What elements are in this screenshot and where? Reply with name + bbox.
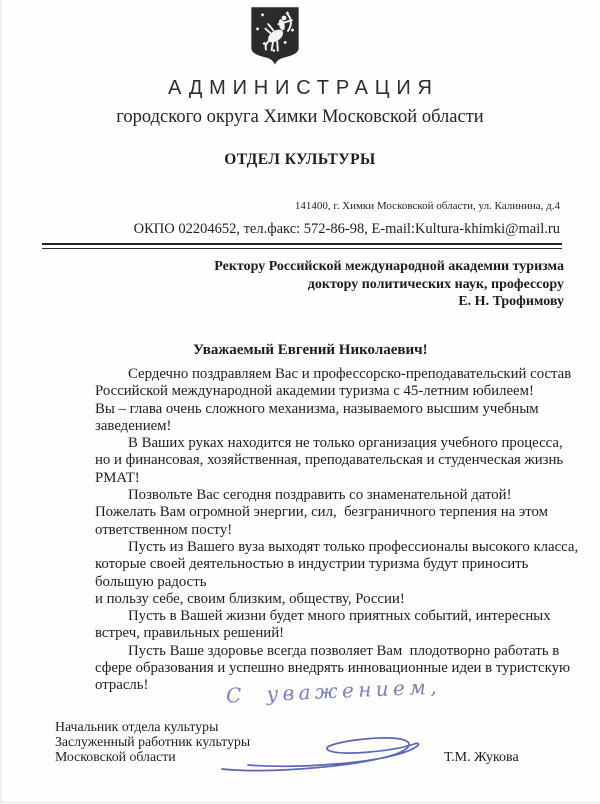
body-line: которые своей деятельностью в индустрии туризма будут приносить: [95, 556, 529, 573]
body-line: ответственном посту!: [95, 521, 233, 538]
letterhead-divider-rule: [42, 243, 562, 249]
signer-position-line: Заслуженный работник культуры: [55, 734, 251, 750]
body-line: Пожелать Вам огромной энергии, сил, безграничного терпения на этом: [95, 504, 548, 521]
department-title: ОТДЕЛ КУЛЬТУРЫ: [224, 151, 376, 168]
body-line: Вы – глава очень сложного механизма, называемого высшим учебным: [95, 400, 539, 417]
body-line: РМАТ!: [95, 469, 140, 486]
letter-body: [95, 366, 579, 695]
contacts-line: ОКПО 02204652, тел.факс: 572-86-98, E-mail:Kultura-khimki@mail.ru: [133, 221, 560, 237]
signer-name: Т.М. Жукова: [444, 750, 519, 765]
body-line: Российской международной академии туризма с 45-летним юбилеем!: [95, 383, 534, 400]
signer-position-line: Начальник отдела культуры: [55, 719, 219, 734]
recipient-block: [214, 258, 564, 311]
handwritten-signature-icon: [218, 731, 428, 773]
body-line: Позвольте Вас сегодня поздравить со знаменательной датой!: [128, 487, 512, 504]
salutation: Уважаемый Евгений Николаевич!: [193, 342, 428, 358]
body-line: Пусть из Вашего вуза выходят только профессионалы высокого класса,: [128, 538, 579, 555]
administration-title: АДМИНИСТРАЦИЯ: [168, 77, 439, 99]
signer-position-line: Московской области: [55, 749, 176, 765]
body-line: большую радость: [95, 573, 207, 590]
body-line: Сердечно поздравляем Вас и профессорско-преподавательский состав: [128, 366, 572, 382]
postal-address-line: 141400, г. Химки Московской области, ул. Калинина, д.4: [294, 200, 560, 212]
body-line: Пусть в Вашей жизни будет много приятных событий, интересных: [128, 608, 551, 625]
recipient-line: Е. Н. Трофимову: [458, 294, 564, 309]
municipality-line: городского округа Химки Московской области: [116, 107, 484, 127]
body-line: и пользу себе, своим близким, обществу, России!: [95, 590, 405, 607]
body-line: сфере образования и успешно внедрять инновационные идеи в туристскую: [95, 660, 571, 677]
body-line: встреч, правильных решений!: [95, 625, 285, 642]
handwritten-closing: С уважением,: [225, 674, 442, 708]
recipient-line: Ректору Российской международной академии туризма: [214, 259, 564, 274]
body-line: заведением!: [95, 417, 172, 434]
khimki-coat-of-arms-icon: [246, 5, 304, 67]
body-line: но и финансовая, хозяйственная, преподавательская и студенческая жизнь: [95, 452, 564, 469]
body-line: отрасль!: [95, 677, 149, 694]
body-line: В Ваших руках находится не только организация учебного процесса,: [128, 435, 563, 452]
recipient-line: доктору политических наук, профессору: [307, 276, 564, 292]
body-line: Пусть Ваше здоровье всегда позволяет Вам плодотворно работать в: [128, 642, 560, 659]
